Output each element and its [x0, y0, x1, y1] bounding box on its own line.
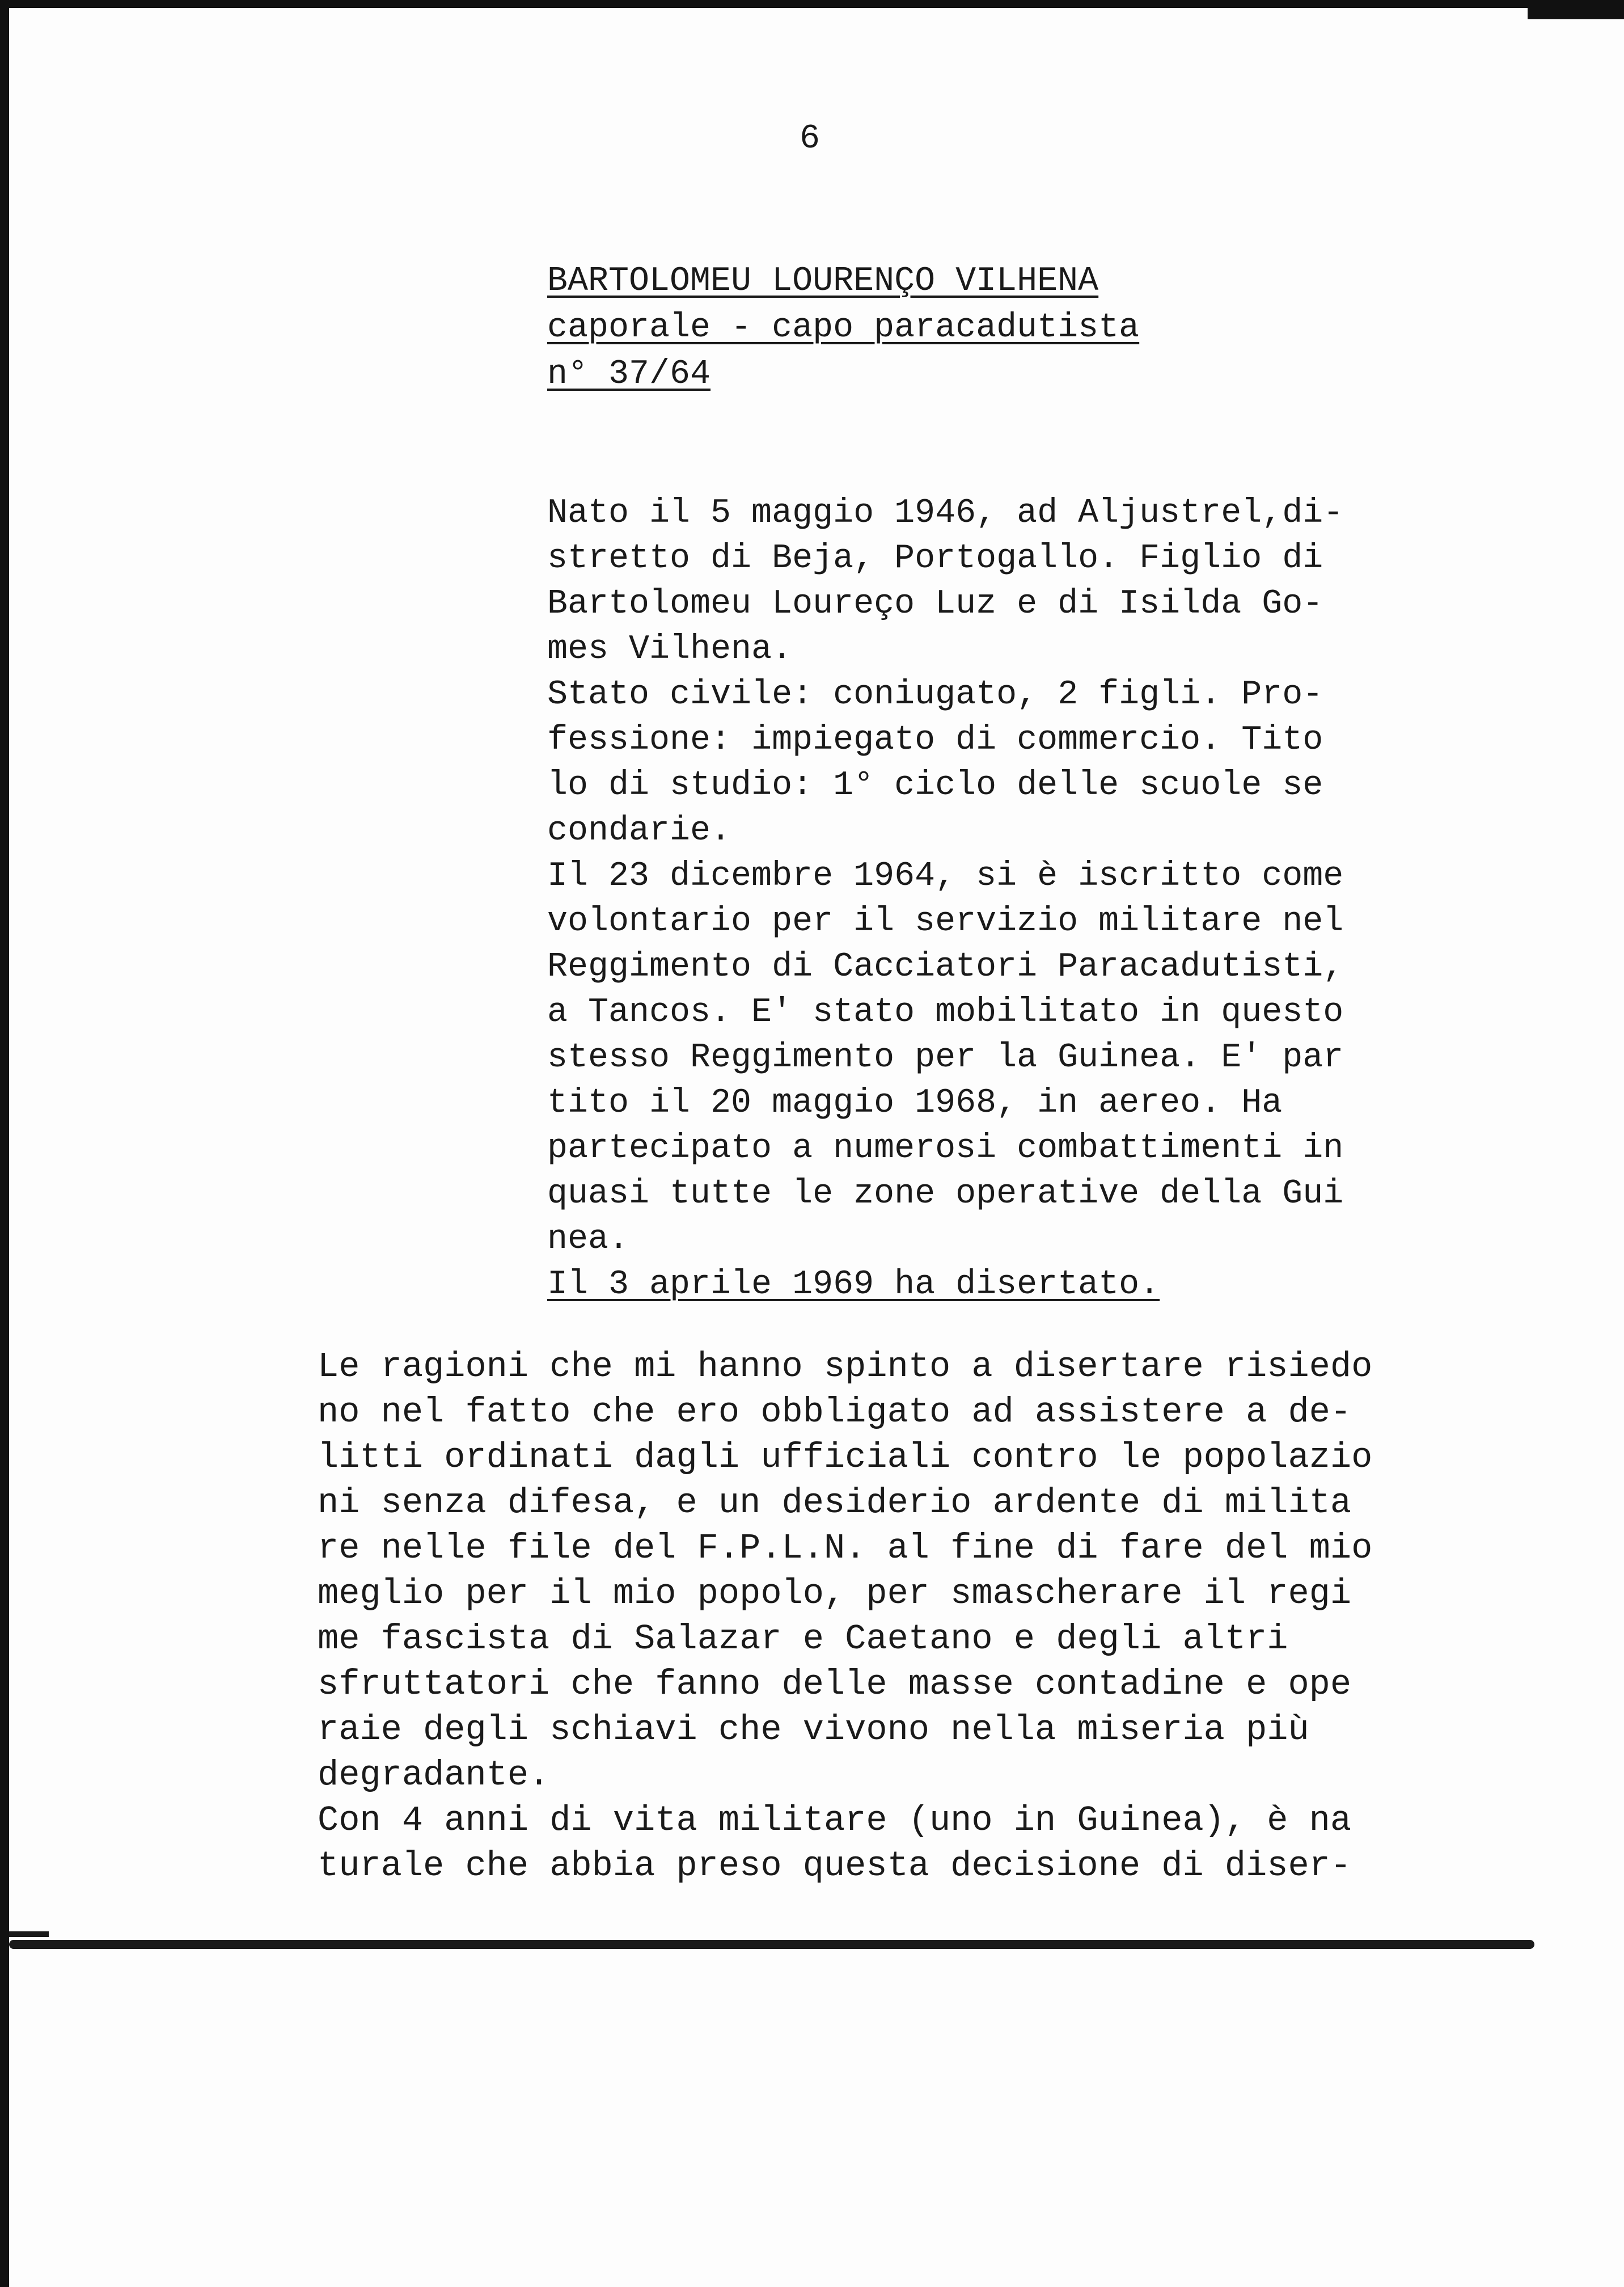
statement-paragraph — [318, 1344, 1508, 1889]
statement-line: ni senza difesa, e un desiderio ardente di milita — [318, 1483, 1352, 1523]
bio-line: nea. — [547, 1220, 629, 1259]
statement-line: sfruttatori che fanno delle masse contadine e ope — [318, 1664, 1352, 1704]
statement-line: no nel fatto che ero obbligato ad assistere a de- — [318, 1392, 1352, 1432]
statement-line: degradante. — [318, 1755, 550, 1795]
bio-line: a Tancos. E' stato mobilitato in questo — [547, 993, 1344, 1032]
desertion-date-line: Il 3 aprile 1969 ha disertato. — [547, 1265, 1160, 1304]
statement-line: raie degli schiavi che vivono nella miseria più — [318, 1710, 1309, 1750]
bio-line: mes Vilhena. — [547, 630, 793, 669]
scan-mark — [9, 1931, 49, 1937]
bio-line: fessione: impiegato di commercio. Tito — [547, 721, 1323, 759]
person-name: BARTOLOMEU LOURENÇO VILHENA — [547, 262, 1099, 301]
scan-border-top — [0, 0, 1624, 8]
bio-line: stretto di Beja, Portogallo. Figlio di — [547, 539, 1323, 578]
bio-line: Nato il 5 maggio 1946, ad Aljustrel,di- — [547, 494, 1344, 533]
bio-line: volontario per il servizio militare nel — [547, 902, 1344, 941]
bio-line: quasi tutte le zone operative della Gui — [547, 1175, 1344, 1213]
bio-line: Bartolomeu Loureço Luz e di Isilda Go- — [547, 585, 1323, 623]
statement-line: re nelle file del F.P.L.N. al fine di fare del mio — [318, 1528, 1373, 1568]
bio-line: Il 23 dicembre 1964, si è iscritto come — [547, 857, 1344, 896]
page-number: 6 — [800, 120, 821, 158]
bio-line: stesso Reggimento per la Guinea. E' par — [547, 1039, 1344, 1077]
statement-line: turale che abbia preso questa decisione di diser- — [318, 1846, 1352, 1886]
scan-border-corner — [1528, 0, 1624, 19]
header-block — [547, 258, 1284, 398]
statement-line: me fascista di Salazar e Caetano e degli altri — [318, 1619, 1288, 1659]
registration-number: n° 37/64 — [547, 355, 711, 394]
biography-paragraph — [547, 491, 1477, 1307]
bio-line: lo di studio: 1° ciclo delle scuole se — [547, 766, 1323, 805]
bio-line: Reggimento di Cacciatori Paracadutisti, — [547, 948, 1344, 986]
statement-line: meglio per il mio popolo, per smascherare il regi — [318, 1573, 1352, 1614]
bio-line: tito il 20 maggio 1968, in aereo. Ha — [547, 1084, 1283, 1123]
bio-line: condarie. — [547, 812, 731, 850]
statement-line: litti ordinati dagli ufficiali contro le popolazio — [318, 1437, 1373, 1478]
bio-line: Stato civile: coniugato, 2 figli. Pro- — [547, 676, 1323, 714]
scan-border-left — [0, 0, 9, 2287]
statement-line: Le ragioni che mi hanno spinto a disertare risiedo — [318, 1347, 1373, 1387]
bottom-rule — [9, 1940, 1534, 1949]
statement-line: Con 4 anni di vita militare (uno in Guinea), è na — [318, 1800, 1352, 1841]
person-rank: caporale - capo paracadutista — [547, 309, 1140, 347]
bio-line: partecipato a numerosi combattimenti in — [547, 1129, 1344, 1168]
